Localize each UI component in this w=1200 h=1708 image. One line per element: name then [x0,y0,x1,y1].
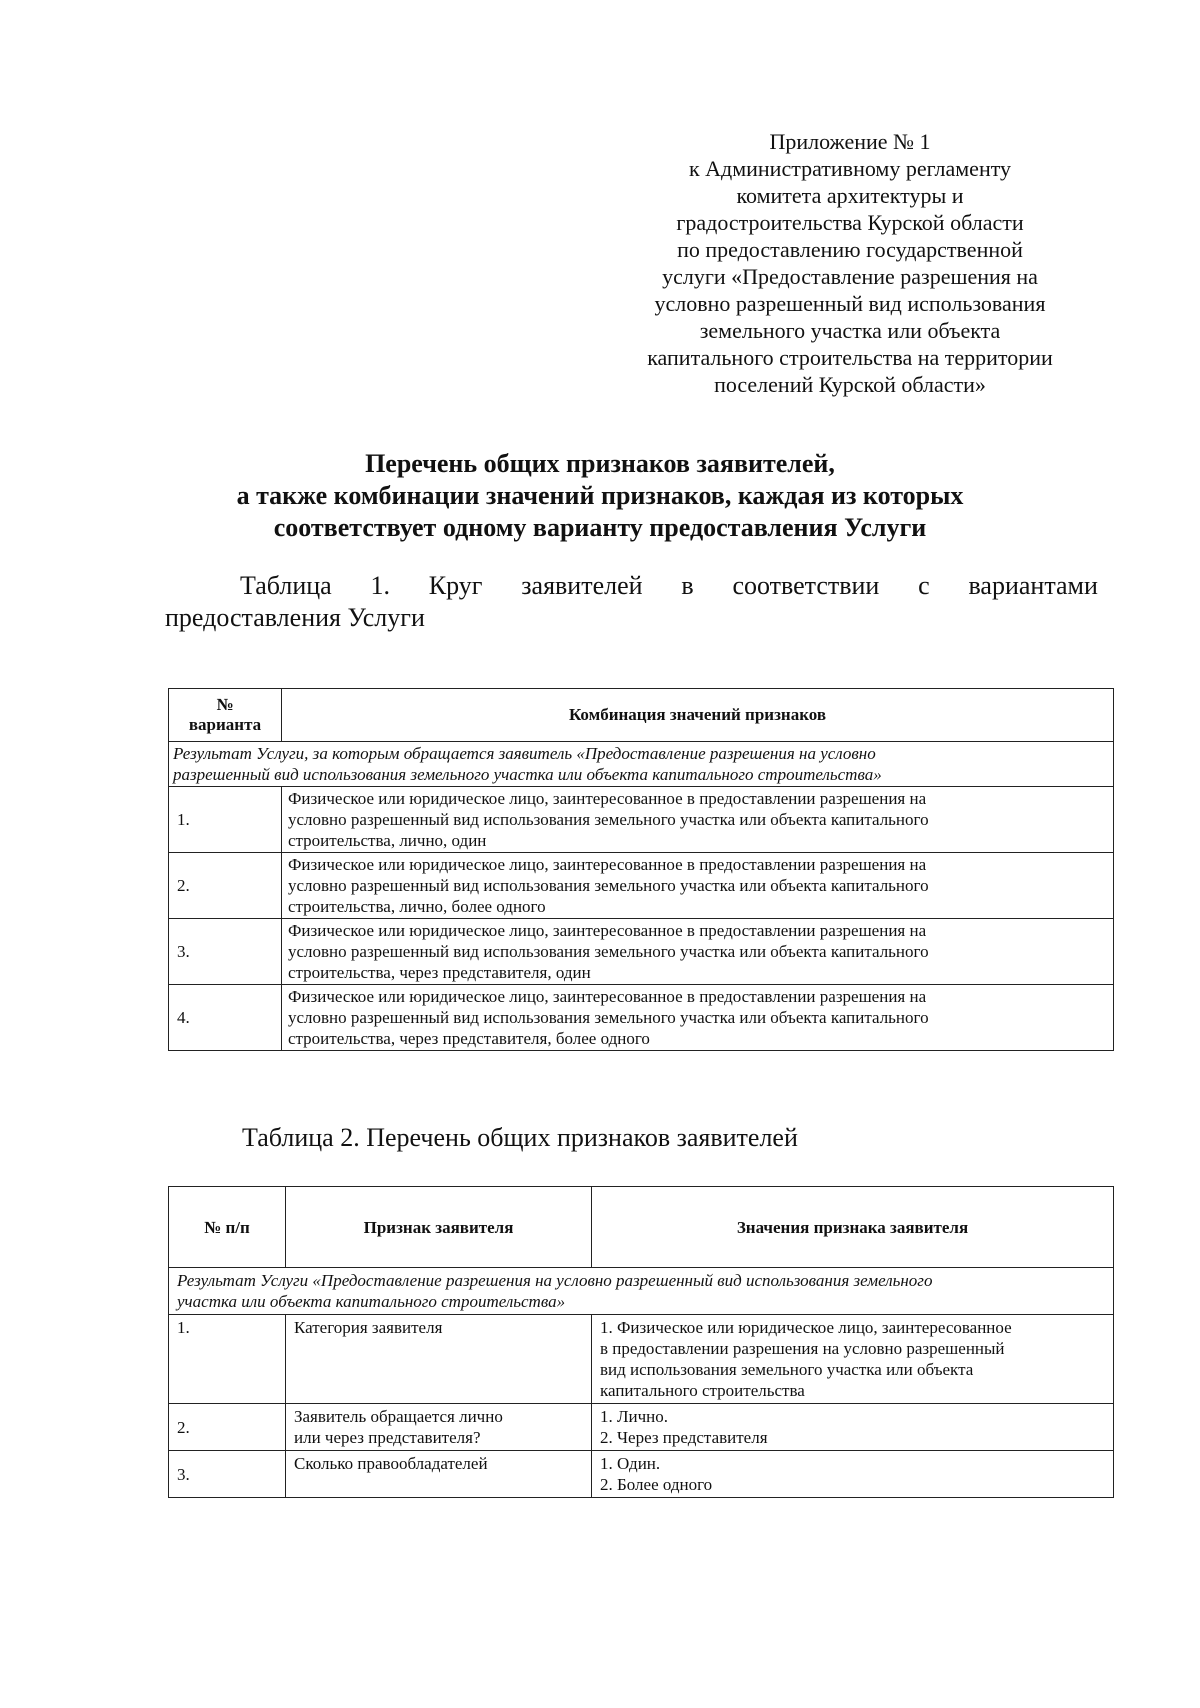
table-header-row [169,1187,1114,1268]
caption-word: с [918,571,930,600]
caption-word: 1. [370,571,390,600]
appendix-line: к Административному регламенту [688,156,1012,181]
table-row [169,1451,1114,1498]
applicant-attributes-table [168,1186,1114,1498]
title-line: а также комбинации значений признаков, каждая из которых [236,481,964,510]
variant-description: Физическое или юридическое лицо, заинтересованное в предоставлении разрешения на условно разрешенный вид использования земельного участка или объекта капитального строительства, лично, один [282,787,1114,853]
table2-caption: Таблица 2. Перечень общих признаков заявителей [242,1123,798,1152]
caption-word: соответствии [732,571,880,600]
caption-word: в [681,571,694,600]
result-cell: Результат Услуги «Предоставление разрешения на условно разрешенный вид использования земельного участка или объекта капитального строительства» [169,1268,1114,1315]
item-number: 2. [169,1404,286,1451]
item-number: 3. [169,1451,286,1498]
variant-description: Физическое или юридическое лицо, заинтересованное в предоставлении разрешения на условно разрешенный вид использования земельного участка или объекта капитального строительства, через представителя, более одного [282,985,1114,1051]
values-cell: 1. Лично. 2. Через представителя [592,1404,1114,1451]
document-title [150,448,1050,544]
table-header-row [169,689,1114,742]
appendix-header [620,128,1080,398]
appendix-line: капитального строительства на территории [647,345,1053,370]
title-line: соответствует одному варианту предоставления Услуги [273,513,927,542]
result-row [169,742,1114,787]
attribute-cell: Сколько правообладателей [286,1451,592,1498]
variant-description: Физическое или юридическое лицо, заинтересованное в предоставлении разрешения на условно разрешенный вид использования земельного участка или объекта капитального строительства, через представителя, один [282,919,1114,985]
header-attribute: Признак заявителя [286,1187,592,1268]
header-variant-number: № варианта [169,689,282,742]
attribute-cell: Категория заявителя [286,1315,592,1404]
header-values: Значения признака заявителя [592,1187,1114,1268]
table1-caption [165,570,1098,634]
appendix-line: условно разрешенный вид использования [654,291,1046,316]
table1-caption-line1 [165,570,1098,602]
caption-word: Таблица [240,571,332,600]
variant-number: 2. [169,853,282,919]
values-cell: 1. Один. 2. Более одного [592,1451,1114,1498]
table1-caption-line2: предоставления Услуги [165,603,425,632]
appendix-line: услуги «Предоставление разрешения на [662,264,1038,289]
caption-word: заявителей [521,571,643,600]
appendix-line: по предоставлению государственной [677,237,1023,262]
appendix-line: комитета архитектуры и [736,183,964,208]
variant-number: 4. [169,985,282,1051]
header-combination: Комбинация значений признаков [282,689,1114,742]
table-row [169,919,1114,985]
item-number: 1. [169,1315,286,1404]
appendix-line: поселений Курской области» [714,372,986,397]
result-cell: Результат Услуги, за которым обращается заявитель «Предоставление разрешения на условно разрешенный вид использования земельного участка или объекта капитального строительства» [169,742,1114,787]
caption-word: вариантами [968,571,1098,600]
result-row [169,1268,1114,1315]
table-row [169,1315,1114,1404]
variant-description: Физическое или юридическое лицо, заинтересованное в предоставлении разрешения на условно разрешенный вид использования земельного участка или объекта капитального строительства, лично, более одного [282,853,1114,919]
values-cell: 1. Физическое или юридическое лицо, заинтересованное в предоставлении разрешения на условно разрешенный вид использования земельного участка или объекта капитального строительства [592,1315,1114,1404]
title-line: Перечень общих признаков заявителей, [365,449,835,478]
appendix-line: градостроительства Курской области [676,210,1024,235]
attribute-cell: Заявитель обращается лично или через представителя? [286,1404,592,1451]
appendix-line: земельного участка или объекта [699,318,1001,343]
header-item-number: № п/п [169,1187,286,1268]
appendix-line: Приложение № 1 [769,129,931,154]
table-row [169,1404,1114,1451]
table-row [169,787,1114,853]
applicants-variants-table [168,688,1114,1051]
variant-number: 3. [169,919,282,985]
caption-word: Круг [428,571,483,600]
table-row [169,853,1114,919]
table-row [169,985,1114,1051]
variant-number: 1. [169,787,282,853]
